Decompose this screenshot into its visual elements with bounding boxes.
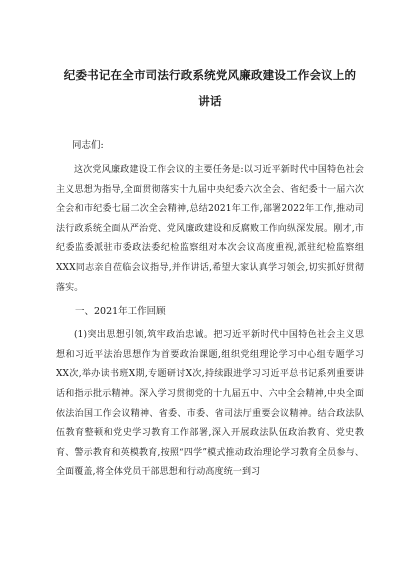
section-heading-work-review: 一、2021年工作回顾: [75, 306, 166, 318]
title-line-1: 纪委书记在全市司法行政系统党风廉政建设工作会议上的: [63, 68, 357, 82]
body-paragraph-2: (1)突出思想引领,筑牢政治忠诚。把习近平新时代中国特色社会主义思想和习近平法治思想作为首要政治课题,组织党组理论学习中心组专题学习XX次,举办读书班X期,专题研讨X次,持续跟进学习习近平总书记系列重要讲话和指示批示精神。深入学习贯彻党的十九届五中、六中全会精神,中央全面依法治国工作会议精神、省委、市委、省司法厅重要会议精神。结合政法队伍教育整顿和党史学习教育工作部署,深入开展政法队伍政治教育、党史教育、警示教育和英模教育,按照“四学”模式推动政治理论学习教育全员参与、全面覆盖,将全体党员干部思想和行动高度统一到习: [56, 330, 364, 478]
document-title: [56, 62, 364, 114]
title-line-2: 讲话: [198, 94, 222, 108]
body-paragraph-1: 这次党风廉政建设工作会议的主要任务是:以习近平新时代中国特色社会主义思想为指导,全面贯彻落实十九届中央纪委六次全会、省纪委十一届六次全会和市纪委七届二次全会精神,总结2021年工作,部署2022年工作,推动司法行政系统全面从严治党、党风廉政建设和反腐败工作向纵深发展。刚才,市纪委监委派驻市委政法委纪检监察组对本次会议高度重视,派驻纪检监察组XXX同志亲自莅临会议指导,并作讲话,希望大家认真学习领会,切实抓好贯彻落实。: [56, 165, 364, 293]
salutation: 同志们:: [72, 140, 104, 151]
